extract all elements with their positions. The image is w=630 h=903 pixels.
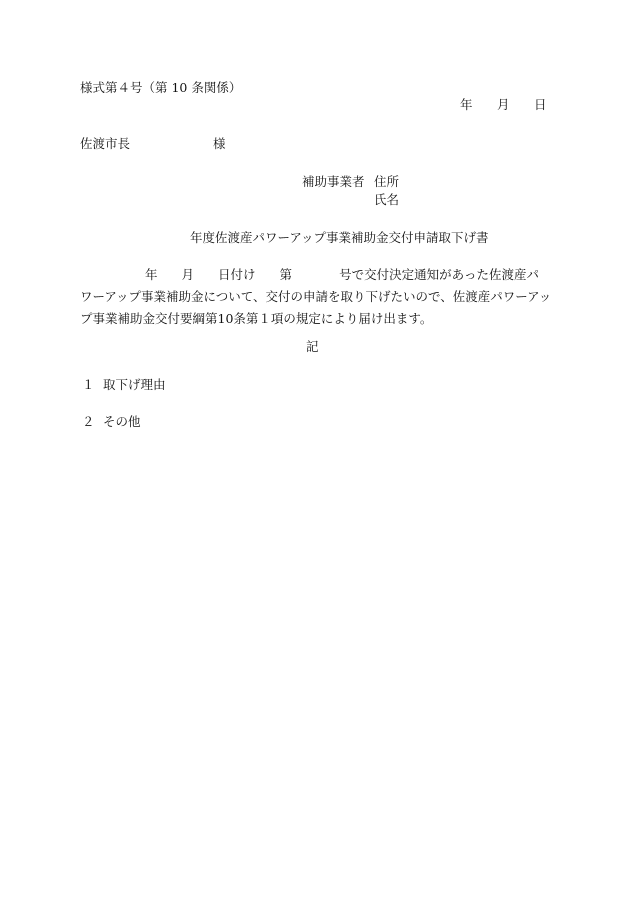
body-line-1 (80, 264, 550, 286)
date-year-label: 年 (460, 97, 473, 112)
form-number: 様式第４号（第 10 条関係） (80, 80, 242, 95)
ki-heading: 記 (306, 339, 319, 354)
body-year: 年 (145, 267, 158, 282)
date-month-label: 月 (497, 97, 510, 112)
address-label: 住所 (374, 174, 400, 189)
body-dai: 第 (279, 267, 293, 282)
body-paragraph (80, 264, 550, 330)
body-month: 月 (181, 267, 195, 282)
body-line-2: ワーアップ事業補助金について、交付の申請を取り下げたいので、佐渡産パワーアッ (80, 289, 552, 304)
addressee-honorific: 様 (213, 136, 226, 151)
item-1-number: １ (82, 377, 95, 392)
item-2-label: その他 (103, 414, 141, 429)
item-1-label: 取下げ理由 (103, 377, 166, 392)
applicant-label: 補助事業者 (302, 174, 365, 189)
item-2-number: ２ (82, 414, 95, 429)
body-line-3: プ事業補助金交付要綱第10条第１項の規定により届け出ます。 (80, 311, 433, 326)
body-day: 日付け (218, 267, 256, 282)
document-title: 年度佐渡産パワーアップ事業補助金交付申請取下げ書 (190, 230, 489, 245)
name-label: 氏名 (374, 192, 400, 207)
addressee-name: 佐渡市長 (80, 136, 131, 151)
date-day-label: 日 (534, 97, 547, 112)
body-line-1-rest: 号で交付決定通知があった佐渡産パ (339, 267, 539, 282)
